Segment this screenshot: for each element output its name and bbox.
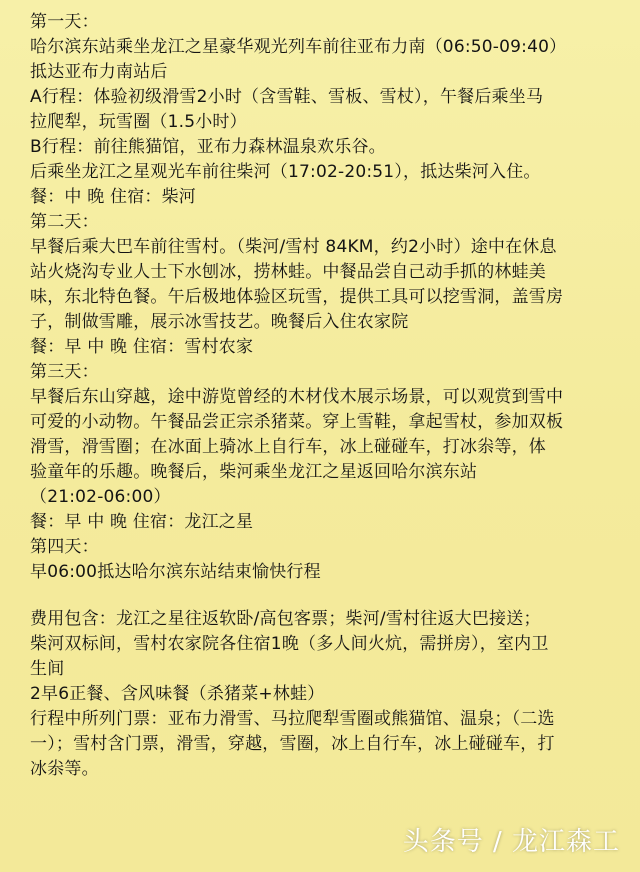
fees-line: 生间 [30,659,65,679]
text-line: 滑雪，滑雪圈；在冰面上骑冰上自行车，冰上碰碰车，打冰尜等，体 [30,437,546,457]
text-line: 餐：早 中 晚 住宿：雪村农家 [30,337,254,357]
text-line: 第三天： [30,362,99,382]
text-line: 餐：早 中 晚 住宿：龙江之星 [30,512,254,532]
text-line: 第四天： [30,537,99,557]
text-line: 味，东北特色餐。午后极地体验区玩雪，提供工具可以挖雪洞，盖雪房 [30,287,564,307]
text-line: 餐：中 晚 住宿：柴河 [30,187,197,207]
itinerary-text [30,10,630,782]
text-line: 拉爬犁，玩雪圈（1.5小时） [30,112,247,132]
text-line: A行程：体验初级滑雪2小时（含雪鞋、雪板、雪杖），午餐后乘坐马 [30,87,544,107]
text-line: 早餐后东山穿越，途中游览曾经的木材伐木展示场景，可以观赏到雪中 [30,387,564,407]
fees-line: 行程中所列门票：亚布力滑雪、马拉爬犁雪圈或熊猫馆、温泉；（二选 [30,709,555,729]
text-line: （21:02-06:00） [30,487,171,507]
fees-line: 一）；雪村含门票，滑雪，穿越，雪圈，冰上自行车，冰上碰碰车，打 [30,734,555,754]
text-line: 站火烧沟专业人士下水刨冰，捞林蛙。中餐品尝自己动手抓的林蛙美 [30,262,546,282]
text-line: 后乘坐龙江之星观光车前往柴河（17:02-20:51），抵达柴河入住。 [30,162,541,182]
text-line: 第一天： [30,12,99,32]
fees-line: 柴河双标间，雪村农家院各住宿1晚（多人间火炕，需拼房），室内卫 [30,634,549,654]
text-line: 哈尔滨东站乘坐龙江之星豪华观光列车前往亚布力南（06:50-09:40） [30,37,567,57]
text-line: 早06:00抵达哈尔滨东站结束愉快行程 [30,562,321,582]
fees-line: 冰尜等。 [30,759,99,779]
text-line: 验童年的乐趣。晚餐后，柴河乘坐龙江之星返回哈尔滨东站 [30,462,478,482]
section-gap [30,585,630,607]
text-line: B行程：前往熊猫馆，亚布力森林温泉欢乐谷。 [30,137,386,157]
fees-line: 2早6正餐、含风味餐（杀猪菜+林蛙） [30,684,325,704]
text-line: 子，制做雪雕，展示冰雪技艺。晚餐后入住农家院 [30,312,409,332]
text-line: 第二天： [30,212,99,232]
fees-line: 费用包含：龙江之星往返软卧/高包客票；柴河/雪村往返大巴接送； [30,609,541,629]
text-line: 抵达亚布力南站后 [30,62,168,82]
text-line: 早餐后乘大巴车前往雪村。（柴河/雪村 84KM，约2小时）途中在休息 [30,237,557,257]
text-line: 可爱的小动物。午餐品尝正宗杀猪菜。穿上雪鞋，拿起雪杖，参加双板 [30,412,564,432]
watermark: 头条号 / 龙江森工 [402,827,620,857]
